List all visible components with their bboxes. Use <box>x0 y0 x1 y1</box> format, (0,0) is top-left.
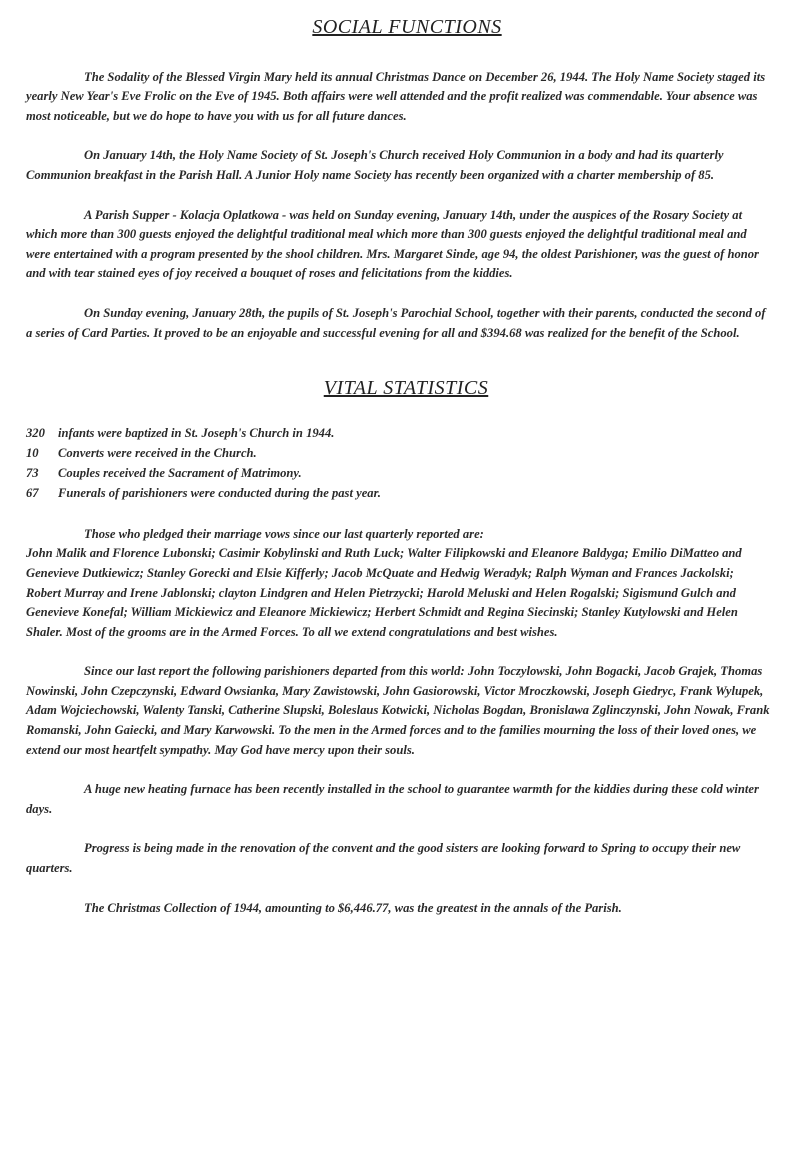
stat-text: infants were baptized in St. Joseph's Church in 1944. <box>58 425 335 440</box>
marriages-intro: Those who pledged their marriage vows since our last quarterly reported are: <box>84 526 484 541</box>
stat-text: Couples received the Sacrament of Matrimony. <box>58 465 302 480</box>
heating-furnace-paragraph: A huge new heating furnace has been recently installed in the school to guarantee warmth for the kiddies during these cold winter days. <box>26 782 759 816</box>
marriages-list: John Malik and Florence Lubonski; Casimir Kobylinski and Ruth Luck; Walter Filipkowski and Eleanore Baldyga; Emilio DiMatteo and Genevieve Dutkiewicz; Stanley Gorecki and Elsie Kifferly; Jacob McQuate and Hedwig Weradyk; Ralph Wyman and Frances Jackolski; Robert Murray and Irene Jablonski; clayton Lindgren and Helen Pietrzycki; Harold Meluski and Helen Rogalski; Sigismund Gulch and Genevieve Konefal; William Mickiewicz and Eleanore Mickiewicz; Herbert Schmidt and Regina Siecinski; Stanley Kutylowski and Helen Shaler. Most of the grooms are in the Armed Forces. To all we extend congratulations and best wishes. <box>26 546 742 639</box>
stat-number: 320 <box>26 425 45 440</box>
vital-statistics-list <box>26 423 770 503</box>
christmas-dance-paragraph: The Sodality of the Blessed Virgin Mary held its annual Christmas Dance on December 26, 1944. The Holy Name Society staged its yearly New Year's Eve Frolic on the Eve of 1945. Both affairs were well attended and the profit realized was commendable. Your absence was most noticeable, but we do hope to have you with us for all future dances. <box>26 69 766 123</box>
social-functions-heading: SOCIAL FUNCTIONS <box>312 16 502 38</box>
stat-text: Converts were received in the Church. <box>58 445 257 460</box>
holy-name-communion-paragraph: On January 14th, the Holy Name Society of St. Joseph's Church received Holy Communion in a body and had its quarterly Communion breakfast in the Parish Hall. A Junior Holy name Society has recently been organized with a charter membership of 85. <box>26 148 724 182</box>
marriages-paragraph <box>26 525 770 643</box>
stat-row-funerals <box>26 483 770 503</box>
parish-supper-paragraph: A Parish Supper - Kolacja Oplatkowa - was held on Sunday evening, January 14th, under the auspices of the Rosary Society at which more than 300 guests enjoyed the delightful traditional meal which more than 300 guests enjoyed the delightful traditional meal and were entertained with a program presented by the shool children. Mrs. Margaret Sinde, age 94, the oldest Parishioner, was the guest of honor and with tear stained eyes of joy received a bouquet of roses and felicitations from the kiddies. <box>26 207 759 281</box>
stat-row-baptisms <box>26 423 770 443</box>
stat-number: 73 <box>26 465 39 480</box>
stat-row-converts <box>26 443 770 463</box>
card-parties-paragraph: On Sunday evening, January 28th, the pupils of St. Joseph's Parochial School, together with their parents, conducted the second of a series of Card Parties. It proved to be an enjoyable and successful evening for all and $394.68 was realized for the benefit of the School. <box>26 305 766 340</box>
departed-paragraph: Since our last report the following parishioners departed from this world: John Toczylowski, John Bogacki, Jacob Grajek, Thomas Nowinski, John Czepczynski, Edward Owsianka, Mary Zawistowski, John Gasiorowski, Victor Mroczkowski, Joseph Giedryc, Frank Wylupek, Adam Wojciechowski, Walenty Tanski, Catherine Slupski, Boleslaus Kotwicki, Nicholas Bogdan, Bronislawa Zglinczynski, John Nowak, Frank Romanski, John Gaiecki, and Mary Karwowski. To the men in the Armed forces and to the families mourning the loss of their loved ones, we extend our most heartfelt sympathy. May God have mercy upon their souls. <box>26 664 770 757</box>
christmas-collection-paragraph: The Christmas Collection of 1944, amounting to $6,446.77, was the greatest in the annals of the Parish. <box>84 900 622 915</box>
stat-number: 10 <box>26 445 39 460</box>
convent-renovation-paragraph: Progress is being made in the renovation of the convent and the good sisters are looking forward to Spring to occupy their new quarters. <box>26 841 741 876</box>
stat-text: Funerals of parishioners were conducted during the past year. <box>58 485 381 500</box>
stat-row-marriages <box>26 463 770 483</box>
vital-statistics-heading: VITAL STATISTICS <box>323 377 489 400</box>
stat-number: 67 <box>26 485 39 500</box>
document-page <box>26 14 770 938</box>
